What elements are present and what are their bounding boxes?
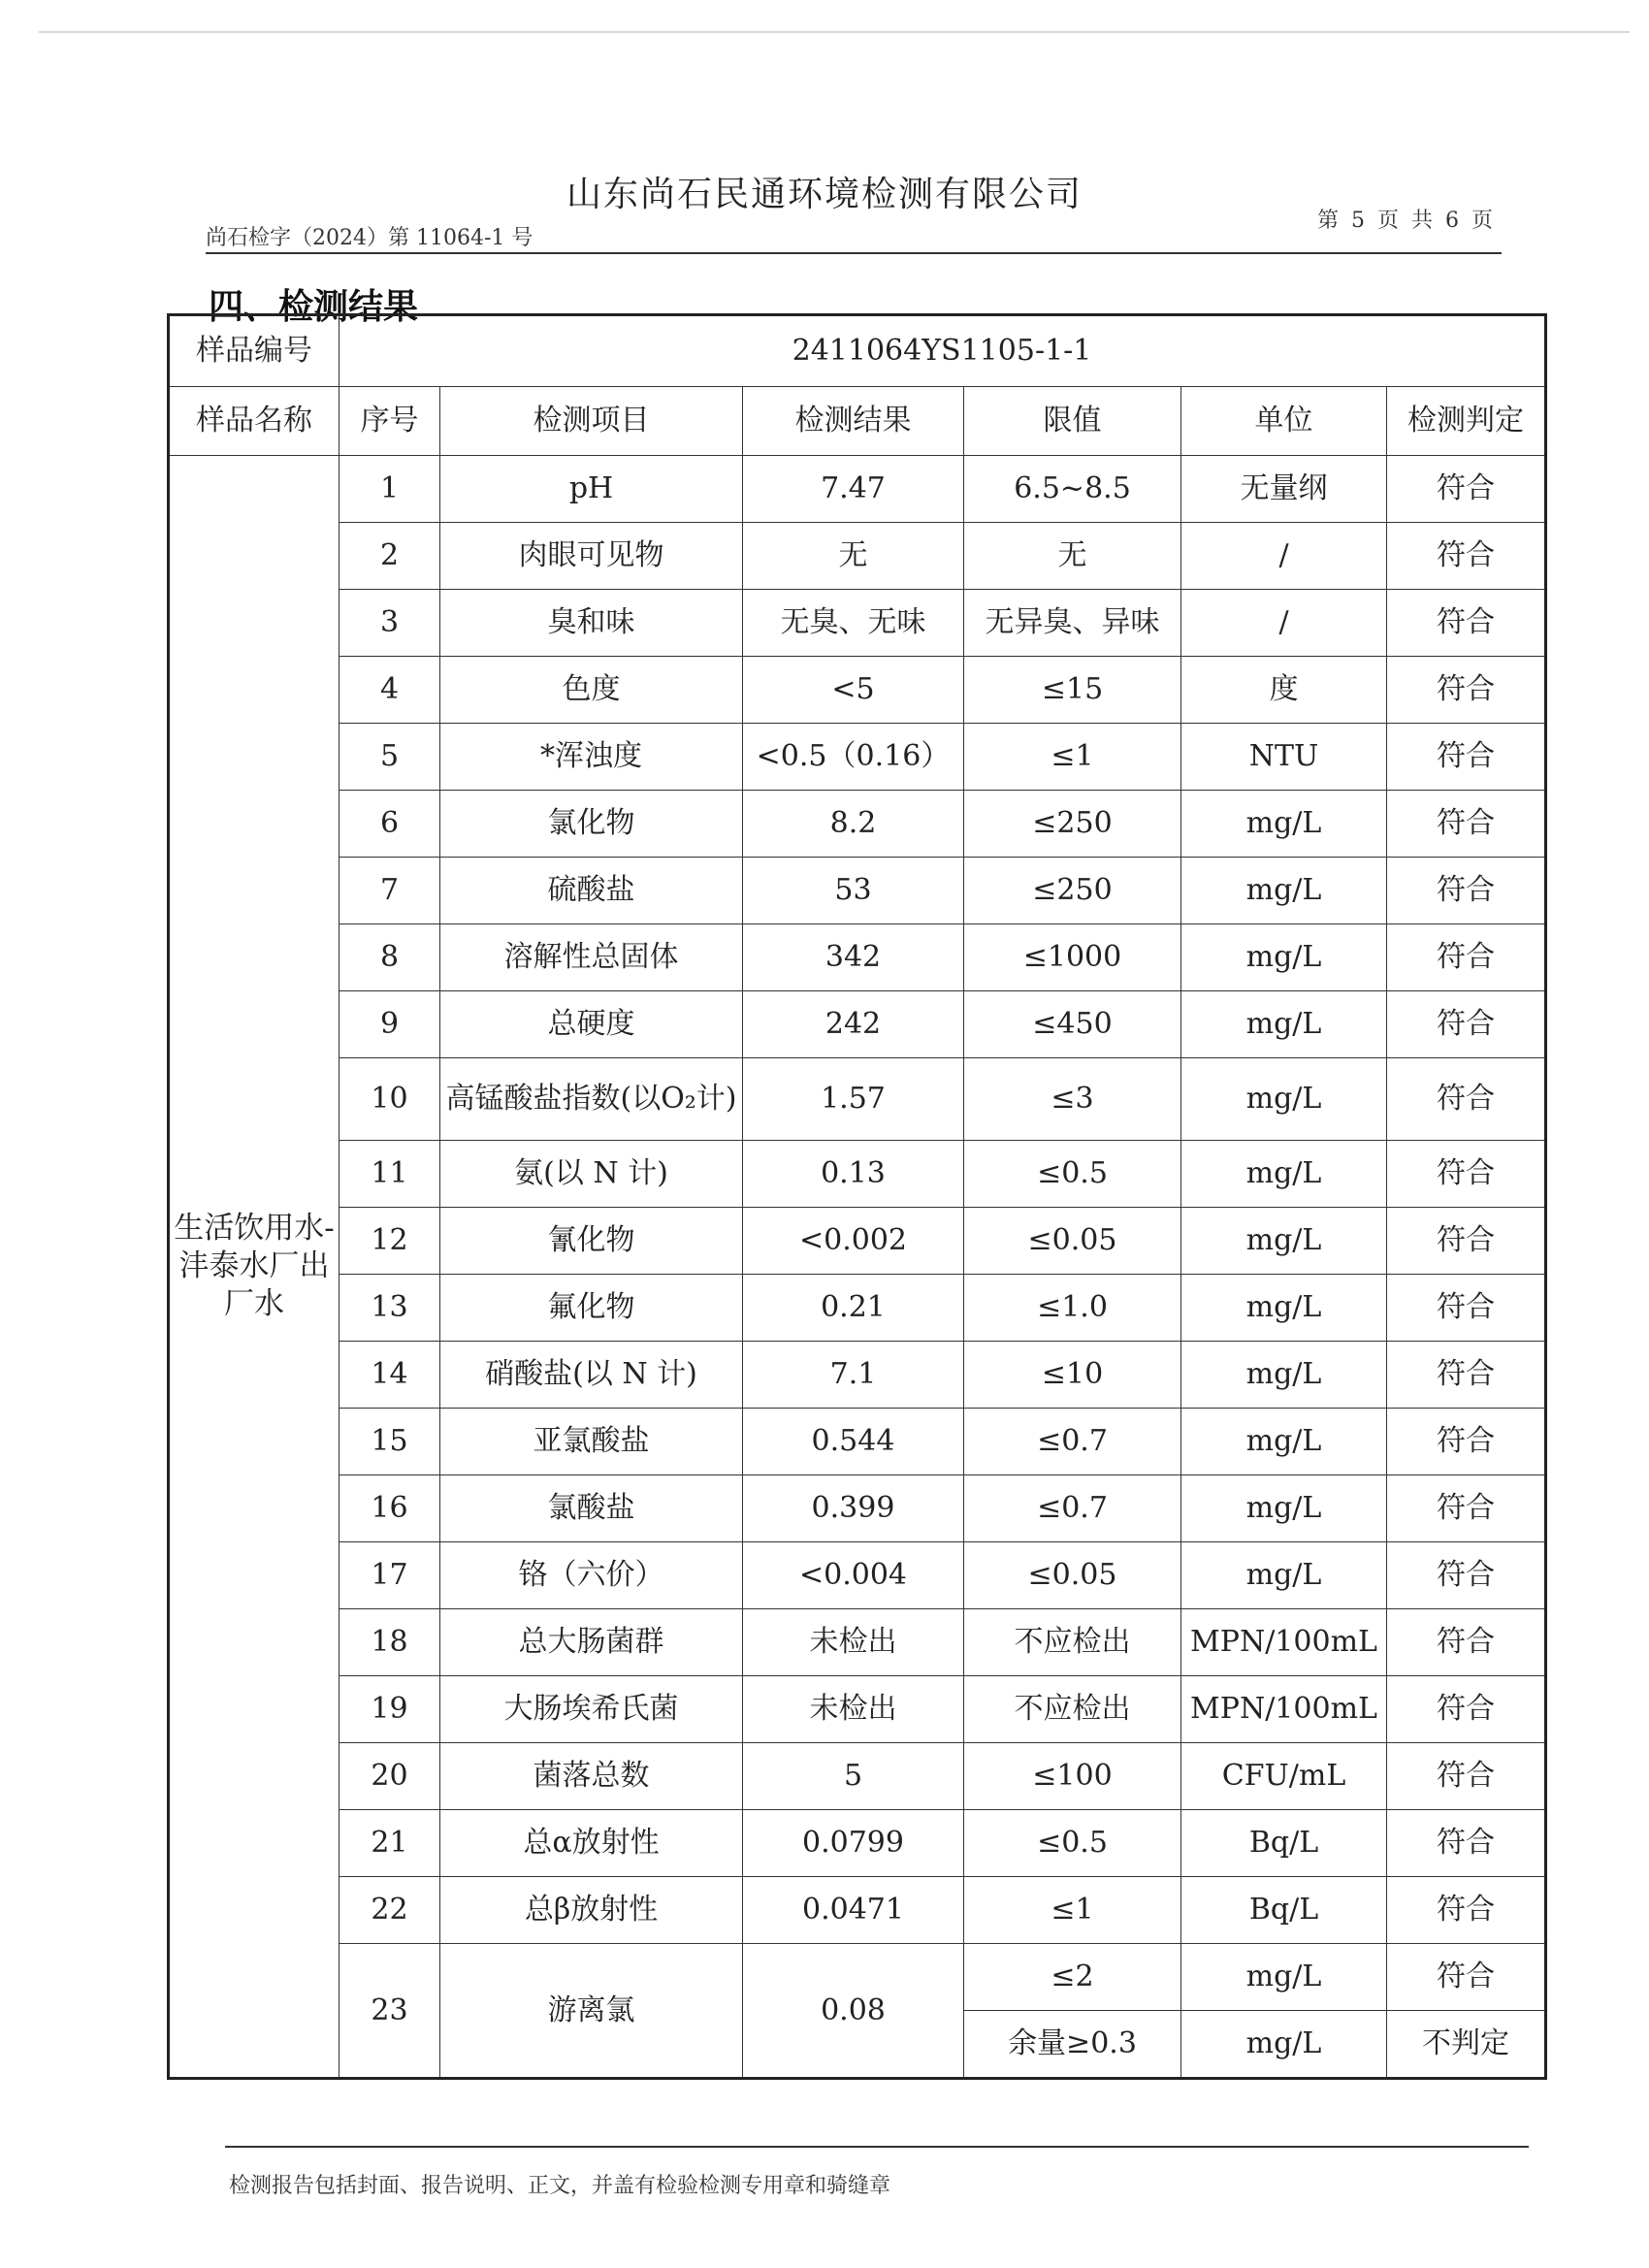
company-name: 山东尚石民通环境检测有限公司 [566, 175, 1083, 214]
test-result: 未检出 [743, 1676, 964, 1743]
row-number: 5 [340, 724, 440, 791]
row-number: 8 [340, 924, 440, 991]
row-number: 2 [340, 523, 440, 590]
col-header-judge: 检测判定 [1387, 387, 1546, 456]
unit: mg/L [1181, 1542, 1387, 1609]
test-item: pH [440, 456, 743, 523]
limit-value: ≤250 [964, 791, 1181, 858]
judgement: 符合 [1387, 1141, 1546, 1208]
table-row [169, 590, 1546, 657]
test-result: 无臭、无味 [743, 590, 964, 657]
unit: NTU [1181, 724, 1387, 791]
unit: mg/L [1181, 2011, 1387, 2079]
judgement: 符合 [1387, 991, 1546, 1058]
footer-note: 检测报告包括封面、报告说明、正文，并盖有检验检测专用章和骑缝章 [229, 2174, 891, 2198]
page-top-rule [39, 31, 1630, 33]
limit-value: ≤1 [964, 724, 1181, 791]
unit: mg/L [1181, 1342, 1387, 1409]
unit: Bq/L [1181, 1877, 1387, 1944]
col-header-sample-name: 样品名称 [169, 387, 340, 456]
table-row [169, 1944, 1546, 2011]
row-number: 11 [340, 1141, 440, 1208]
unit: mg/L [1181, 991, 1387, 1058]
test-item: 亚氯酸盐 [440, 1409, 743, 1475]
limit-value: ≤1 [964, 1877, 1181, 1944]
test-result: 7.1 [743, 1342, 964, 1409]
limit-value: ≤0.7 [964, 1409, 1181, 1475]
test-item: 氰化物 [440, 1208, 743, 1275]
judgement: 符合 [1387, 1810, 1546, 1877]
test-result: <0.004 [743, 1542, 964, 1609]
unit: MPN/100mL [1181, 1609, 1387, 1676]
row-number: 23 [340, 1944, 440, 2079]
unit: mg/L [1181, 1141, 1387, 1208]
test-result: 5 [743, 1743, 964, 1810]
test-result: 0.08 [743, 1944, 964, 2079]
test-result: <0.002 [743, 1208, 964, 1275]
test-result: 0.0471 [743, 1877, 964, 1944]
table-row [169, 1058, 1546, 1141]
test-item: 溶解性总固体 [440, 924, 743, 991]
footer-rule [225, 2146, 1529, 2148]
test-result: 8.2 [743, 791, 964, 858]
test-item: 总硬度 [440, 991, 743, 1058]
row-number: 18 [340, 1609, 440, 1676]
row-number: 6 [340, 791, 440, 858]
judgement: 符合 [1387, 1058, 1546, 1141]
limit-value: ≤10 [964, 1342, 1181, 1409]
unit: mg/L [1181, 924, 1387, 991]
table-row [169, 1475, 1546, 1542]
page-number: 第 5 页 共 6 页 [1317, 209, 1496, 233]
test-result: <5 [743, 657, 964, 724]
table-row [169, 924, 1546, 991]
limit-value: 无异臭、异味 [964, 590, 1181, 657]
limit-value: 不应检出 [964, 1676, 1181, 1743]
limit-value: ≤250 [964, 858, 1181, 924]
test-item: 总α放射性 [440, 1810, 743, 1877]
sample-code-row [169, 315, 1546, 387]
judgement: 符合 [1387, 724, 1546, 791]
limit-value: ≤1.0 [964, 1275, 1181, 1342]
test-item: 氯酸盐 [440, 1475, 743, 1542]
judgement: 符合 [1387, 523, 1546, 590]
limit-value: ≤15 [964, 657, 1181, 724]
judgement: 符合 [1387, 1944, 1546, 2011]
test-result: 未检出 [743, 1609, 964, 1676]
col-header-item: 检测项目 [440, 387, 743, 456]
sample-code-value: 2411064YS1105-1-1 [340, 315, 1546, 387]
row-number: 4 [340, 657, 440, 724]
limit-value: ≤1000 [964, 924, 1181, 991]
table-row [169, 991, 1546, 1058]
col-header-result: 检测结果 [743, 387, 964, 456]
test-result: 1.57 [743, 1058, 964, 1141]
row-number: 3 [340, 590, 440, 657]
header-rule [206, 252, 1502, 254]
column-header-row [169, 387, 1546, 456]
judgement: 符合 [1387, 1676, 1546, 1743]
judgement: 符合 [1387, 1609, 1546, 1676]
test-result: 0.21 [743, 1275, 964, 1342]
judgement: 符合 [1387, 1208, 1546, 1275]
test-item: 色度 [440, 657, 743, 724]
judgement: 符合 [1387, 791, 1546, 858]
table-row [169, 858, 1546, 924]
col-header-unit: 单位 [1181, 387, 1387, 456]
row-number: 13 [340, 1275, 440, 1342]
test-item: 氨(以 N 计) [440, 1141, 743, 1208]
limit-value: 无 [964, 523, 1181, 590]
table-row [169, 456, 1546, 523]
test-item: 菌落总数 [440, 1743, 743, 1810]
table-row [169, 1810, 1546, 1877]
test-result: 242 [743, 991, 964, 1058]
judgement: 符合 [1387, 924, 1546, 991]
test-result: 7.47 [743, 456, 964, 523]
limit-value: ≤0.05 [964, 1208, 1181, 1275]
limit-value: ≤0.05 [964, 1542, 1181, 1609]
test-item: 大肠埃希氏菌 [440, 1676, 743, 1743]
row-number: 17 [340, 1542, 440, 1609]
row-number: 16 [340, 1475, 440, 1542]
unit: / [1181, 523, 1387, 590]
test-item: 肉眼可见物 [440, 523, 743, 590]
limit-value: ≤0.5 [964, 1141, 1181, 1208]
limit-value: ≤3 [964, 1058, 1181, 1141]
unit: 度 [1181, 657, 1387, 724]
judgement: 不判定 [1387, 2011, 1546, 2079]
test-item: 总β放射性 [440, 1877, 743, 1944]
row-number: 19 [340, 1676, 440, 1743]
test-result: 0.544 [743, 1409, 964, 1475]
test-item: 氟化物 [440, 1275, 743, 1342]
test-item: 硝酸盐(以 N 计) [440, 1342, 743, 1409]
table-row [169, 657, 1546, 724]
row-number: 7 [340, 858, 440, 924]
section-title: 四、检测结果 [209, 286, 419, 327]
test-item: *浑浊度 [440, 724, 743, 791]
table-row [169, 1676, 1546, 1743]
table-row [169, 523, 1546, 590]
test-result: 53 [743, 858, 964, 924]
judgement: 符合 [1387, 858, 1546, 924]
unit: mg/L [1181, 1275, 1387, 1342]
results-table [167, 313, 1547, 2080]
unit: Bq/L [1181, 1810, 1387, 1877]
limit-value: ≤450 [964, 991, 1181, 1058]
col-header-no: 序号 [340, 387, 440, 456]
sample-name: 生活饮用水-沣泰水厂出厂水 [169, 456, 340, 2079]
test-result: 0.0799 [743, 1810, 964, 1877]
row-number: 14 [340, 1342, 440, 1409]
table-row [169, 1141, 1546, 1208]
unit: CFU/mL [1181, 1743, 1387, 1810]
row-number: 10 [340, 1058, 440, 1141]
judgement: 符合 [1387, 657, 1546, 724]
unit: mg/L [1181, 1475, 1387, 1542]
table-row [169, 1542, 1546, 1609]
unit: mg/L [1181, 1058, 1387, 1141]
test-result: 0.399 [743, 1475, 964, 1542]
test-item: 总大肠菌群 [440, 1609, 743, 1676]
judgement: 符合 [1387, 1409, 1546, 1475]
table-row [169, 1743, 1546, 1810]
judgement: 符合 [1387, 1542, 1546, 1609]
row-number: 21 [340, 1810, 440, 1877]
unit: mg/L [1181, 1409, 1387, 1475]
test-item: 臭和味 [440, 590, 743, 657]
row-number: 22 [340, 1877, 440, 1944]
unit: MPN/100mL [1181, 1676, 1387, 1743]
judgement: 符合 [1387, 1877, 1546, 1944]
test-result: 无 [743, 523, 964, 590]
test-result: 342 [743, 924, 964, 991]
table-row [169, 1275, 1546, 1342]
row-number: 1 [340, 456, 440, 523]
table-row [169, 1208, 1546, 1275]
limit-value: ≤2 [964, 1944, 1181, 2011]
table-row [169, 1877, 1546, 1944]
test-result: 0.13 [743, 1141, 964, 1208]
table-row [169, 1609, 1546, 1676]
limit-value: 余量≥0.3 [964, 2011, 1181, 2079]
limit-value: ≤100 [964, 1743, 1181, 1810]
limit-value: ≤0.5 [964, 1810, 1181, 1877]
judgement: 符合 [1387, 590, 1546, 657]
test-item: 氯化物 [440, 791, 743, 858]
document-number: 尚石检字（2024）第 11064-1 号 [206, 226, 534, 250]
col-header-limit: 限值 [964, 387, 1181, 456]
unit: mg/L [1181, 791, 1387, 858]
unit: mg/L [1181, 1944, 1387, 2011]
table-row [169, 724, 1546, 791]
sample-code-label: 样品编号 [169, 315, 340, 387]
row-number: 9 [340, 991, 440, 1058]
judgement: 符合 [1387, 456, 1546, 523]
test-item: 硫酸盐 [440, 858, 743, 924]
limit-value: 6.5~8.5 [964, 456, 1181, 523]
row-number: 12 [340, 1208, 440, 1275]
unit: mg/L [1181, 1208, 1387, 1275]
test-item: 游离氯 [440, 1944, 743, 2079]
row-number: 20 [340, 1743, 440, 1810]
limit-value: ≤0.7 [964, 1475, 1181, 1542]
row-number: 15 [340, 1409, 440, 1475]
unit: / [1181, 590, 1387, 657]
judgement: 符合 [1387, 1743, 1546, 1810]
judgement: 符合 [1387, 1475, 1546, 1542]
test-item: 铬（六价） [440, 1542, 743, 1609]
judgement: 符合 [1387, 1275, 1546, 1342]
limit-value: 不应检出 [964, 1609, 1181, 1676]
test-result: <0.5（0.16） [743, 724, 964, 791]
unit: mg/L [1181, 858, 1387, 924]
test-item: 高锰酸盐指数(以O₂计) [440, 1058, 743, 1141]
table-row [169, 1409, 1546, 1475]
table-row [169, 1342, 1546, 1409]
judgement: 符合 [1387, 1342, 1546, 1409]
table-row [169, 791, 1546, 858]
unit: 无量纲 [1181, 456, 1387, 523]
